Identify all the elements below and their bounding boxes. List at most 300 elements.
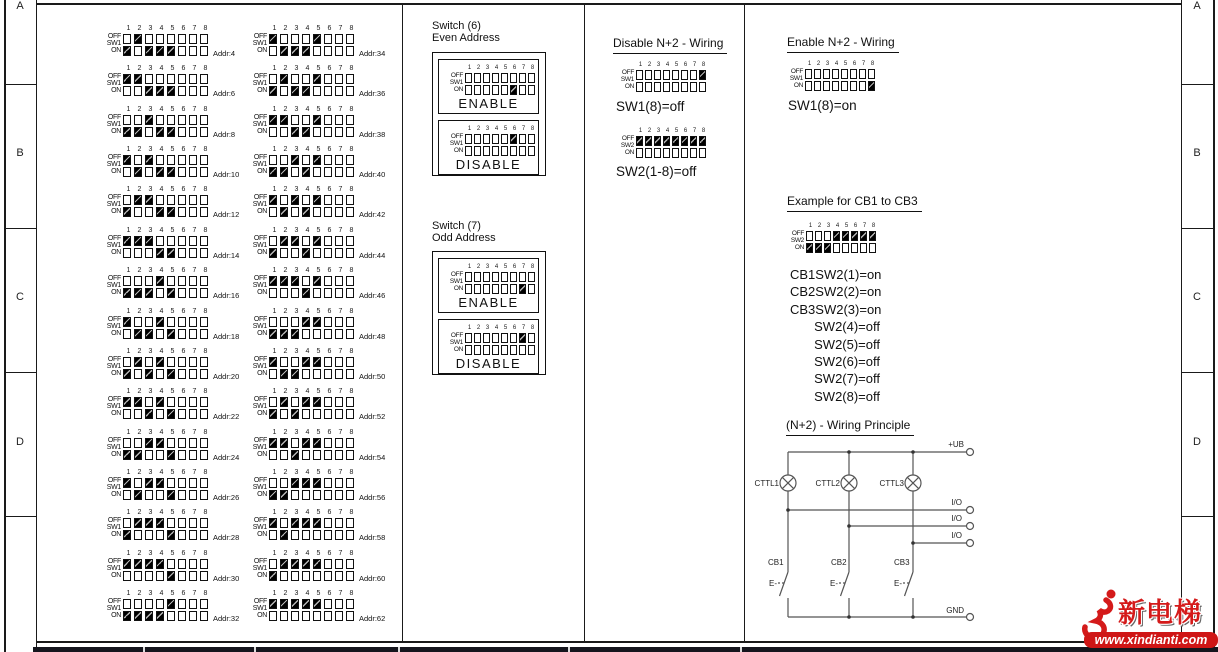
dip-cell-on	[291, 248, 299, 258]
dip-cell-off	[280, 559, 288, 569]
dip-switch	[269, 34, 277, 56]
dip-switch	[134, 115, 142, 137]
dip-number: 5	[170, 65, 175, 72]
dip-cell-off	[269, 357, 277, 367]
dip-switch	[178, 317, 186, 339]
dip-switch	[335, 236, 343, 258]
dip-number-row	[123, 308, 211, 316]
dip-sw-label: SW1	[106, 161, 121, 168]
dip-cell-on	[156, 450, 164, 460]
dip-number: 6	[327, 106, 332, 113]
dip-sw-label: SW1	[106, 484, 121, 491]
dip-switch	[156, 34, 164, 56]
dip-cell-off	[145, 599, 153, 609]
dip-addr-label: Addr:10	[213, 170, 240, 179]
dip-number-row	[123, 509, 211, 517]
dip-number-row	[269, 469, 357, 477]
dip-number: 6	[327, 509, 332, 516]
dip-cell-on	[492, 345, 499, 355]
dip-cell-off	[291, 559, 299, 569]
dip-cell-on	[324, 450, 332, 460]
dip-switch	[681, 136, 688, 158]
dip-addr-label: Addr:42	[359, 210, 386, 219]
dip-on-label: ON	[257, 491, 267, 498]
dip-number: 7	[192, 590, 197, 597]
dip-cell-off	[269, 478, 277, 488]
dip-cell-off	[291, 397, 299, 407]
dip-switch-columns	[269, 599, 354, 621]
dip-switch	[346, 438, 354, 460]
dip-number: 8	[203, 65, 208, 72]
dip-cell-on	[859, 81, 866, 91]
dip-switch	[346, 34, 354, 56]
dip-cell-on	[167, 450, 175, 460]
dip-cell-off	[280, 317, 288, 327]
dip-cell-off	[156, 357, 164, 367]
dip-cell-on	[269, 46, 277, 56]
dip-cell-off	[335, 276, 343, 286]
junction-dot	[847, 524, 851, 528]
dip-number: 3	[294, 25, 299, 32]
dip-number: 4	[305, 65, 310, 72]
dip-cell-off	[167, 518, 175, 528]
dip-cell-off	[156, 195, 164, 205]
dip-cell-on	[178, 571, 186, 581]
dip-cell-off	[519, 272, 526, 282]
dip-number: 7	[338, 550, 343, 557]
dip-cell-on	[269, 207, 277, 217]
dip-number: 7	[338, 469, 343, 476]
dip-cell-off	[483, 134, 490, 144]
dip-number: 8	[349, 469, 354, 476]
dip-cell-on	[335, 450, 343, 460]
dip-sw-label: SW1	[449, 140, 463, 147]
dip-number: 6	[327, 65, 332, 72]
dip-switch	[324, 155, 332, 177]
dip-cell-off	[167, 599, 175, 609]
dip-cell-off	[814, 69, 821, 79]
dip-switch	[167, 276, 175, 298]
principle-title: (N+2) - Wiring Principle	[786, 418, 914, 436]
dip-sw-label: SW1	[252, 605, 267, 612]
dip-cell-on	[324, 329, 332, 339]
dip-addr-label: Addr:40	[359, 170, 386, 179]
dip-cell-on	[823, 81, 830, 91]
dip-switch	[280, 276, 288, 298]
dip-switch	[134, 34, 142, 56]
dip-cell-off	[178, 559, 186, 569]
dip-switch	[145, 236, 153, 258]
dip-number: 8	[349, 146, 354, 153]
dip-number-row	[269, 267, 357, 275]
dip-number: 4	[305, 308, 310, 315]
dip-switch	[492, 272, 499, 294]
dip-cell-on	[313, 490, 321, 500]
dip-number: 1	[272, 106, 277, 113]
dip-off-label: OFF	[107, 154, 121, 161]
dip-number: 5	[170, 388, 175, 395]
dip-cell-on	[269, 571, 277, 581]
dip-off-label: OFF	[791, 230, 804, 237]
dip-cell-off	[145, 115, 153, 125]
dip-cell-on	[167, 409, 175, 419]
dip-cell-off	[123, 155, 131, 165]
dip-switch	[134, 74, 142, 96]
dip-number: 1	[126, 146, 131, 153]
dip-switch	[291, 195, 299, 217]
dip-cell-off	[519, 134, 526, 144]
dip-cell-off	[134, 317, 142, 327]
dip-switch-columns	[465, 73, 535, 95]
dip-sw-label: SW1	[106, 201, 121, 208]
dip-switch	[324, 195, 332, 217]
dip-number: 4	[305, 550, 310, 557]
dip-number: 4	[494, 65, 499, 71]
dip-on-label: ON	[257, 572, 267, 579]
dip-cell-on	[156, 207, 164, 217]
dip-addr-label: Addr:12	[213, 210, 240, 219]
dip-cell-off	[269, 276, 277, 286]
dip-cell-on	[324, 409, 332, 419]
dip-switch-columns	[123, 236, 208, 258]
dip-cell-on	[814, 81, 821, 91]
dip-number: 2	[137, 227, 142, 234]
dip-cell-on	[346, 248, 354, 258]
dip-addr-label: Addr:6	[213, 89, 236, 98]
dip-number: 7	[192, 106, 197, 113]
dip-off-label: OFF	[253, 396, 267, 403]
dip-switch	[519, 134, 526, 156]
dip-number: 7	[692, 128, 697, 134]
dip-cell-on	[291, 46, 299, 56]
zone-divider	[4, 372, 36, 373]
dip-cell-off	[510, 272, 517, 282]
frame-left-inner-line	[36, 0, 37, 652]
dip-cell-on	[519, 85, 526, 95]
dip-number: 6	[327, 388, 332, 395]
dip-sw-label: SW1	[106, 80, 121, 87]
dip-switch	[280, 74, 288, 96]
dip-number: 2	[647, 62, 652, 68]
dip-switch	[291, 155, 299, 177]
zone-label-b-right: B	[1193, 147, 1201, 159]
dip-number: 2	[283, 106, 288, 113]
dip-switch	[178, 397, 186, 419]
dip-cell-on	[335, 86, 343, 96]
section-divider	[584, 5, 585, 641]
dip-switch	[291, 236, 299, 258]
dip-cell-off	[313, 236, 321, 246]
dip-number: 5	[316, 429, 321, 436]
dip-number-row	[806, 223, 878, 230]
gnd-label: GND	[946, 606, 964, 615]
enable-n2-title: Enable N+2 - Wiring	[787, 35, 899, 53]
dip-switch	[123, 236, 131, 258]
disable-label: DISABLE	[455, 356, 522, 371]
dip-cell-off	[324, 74, 332, 84]
dip-off-label: OFF	[621, 69, 634, 76]
dip-number: 6	[327, 25, 332, 32]
dip-on-label: ON	[453, 147, 463, 154]
dip-switch	[123, 115, 131, 137]
dip-number: 3	[826, 223, 831, 229]
dip-number: 3	[148, 469, 153, 476]
dip-switch	[134, 599, 142, 621]
dip-cell-off	[519, 73, 526, 83]
dip-switch	[645, 136, 652, 158]
dip-switch	[302, 74, 310, 96]
dip-switch	[869, 231, 876, 253]
dip-switch	[346, 518, 354, 540]
dip-cell-off	[519, 333, 526, 343]
dip-number: 3	[294, 65, 299, 72]
dip-off-label: OFF	[107, 437, 121, 444]
dip-cell-on	[663, 82, 670, 92]
switch6-panel-title	[432, 20, 500, 44]
dip-number: 1	[467, 65, 472, 71]
dip-number-row	[465, 126, 537, 133]
dip-cell-off	[302, 357, 310, 367]
dip-cell-on	[156, 86, 164, 96]
dip-cell-on	[123, 571, 131, 581]
dip-switch	[269, 559, 277, 581]
dip-cell-on	[167, 207, 175, 217]
dip-number: 3	[148, 106, 153, 113]
dip-switch	[346, 276, 354, 298]
zone-divider	[4, 228, 36, 229]
example-line: CB3SW2(3)=on	[790, 301, 882, 317]
dip-cell-on	[528, 345, 535, 355]
dip-number: 7	[338, 146, 343, 153]
dip-switch	[167, 438, 175, 460]
dip-cell-off	[123, 317, 131, 327]
dip-number: 6	[181, 590, 186, 597]
dip-cell-on	[123, 46, 131, 56]
dip-switch	[156, 115, 164, 137]
dip-switch	[832, 69, 839, 91]
dip-cell-off	[346, 518, 354, 528]
dip-cell-on	[189, 530, 197, 540]
dip-number: 3	[148, 227, 153, 234]
zone-divider	[4, 84, 36, 85]
dip-on-label: ON	[257, 531, 267, 538]
dip-number: 3	[294, 388, 299, 395]
lamp-label-cttl1: CTTL1	[754, 479, 779, 488]
dip-number: 4	[305, 267, 310, 274]
dip-cell-on	[200, 288, 208, 298]
dip-cell-on	[145, 46, 153, 56]
dip-number: 4	[159, 267, 164, 274]
dip-number: 3	[294, 146, 299, 153]
dip-cell-off	[156, 155, 164, 165]
dip-cell-on	[302, 127, 310, 137]
dip-switch	[145, 195, 153, 217]
dip-cell-off	[346, 317, 354, 327]
dip-switch	[200, 195, 208, 217]
dip-cell-on	[189, 127, 197, 137]
dip-cell-on	[280, 288, 288, 298]
dip-cell-off	[280, 195, 288, 205]
dip-addr-label: Addr:30	[213, 574, 240, 583]
dip-number: 7	[861, 61, 866, 67]
dip-addr-label: Addr:24	[213, 453, 240, 462]
dip-number: 6	[683, 62, 688, 68]
dip-cell-off	[841, 69, 848, 79]
dip-on-label: ON	[257, 47, 267, 54]
dip-cell-on	[346, 490, 354, 500]
dip-switch	[302, 559, 310, 581]
dip-number: 1	[272, 348, 277, 355]
dip-cell-on	[302, 530, 310, 540]
dip-number: 2	[283, 388, 288, 395]
dip-cell-off	[189, 317, 197, 327]
dip-number: 7	[192, 348, 197, 355]
terminal-io-1	[967, 507, 974, 514]
dip-number-row	[269, 227, 357, 235]
dip-cell-off	[842, 231, 849, 241]
dip-addr-label: Addr:50	[359, 372, 386, 381]
dip-number: 7	[521, 325, 526, 331]
dip-cell-on	[189, 611, 197, 621]
dip-number: 1	[272, 186, 277, 193]
dip-on-label: ON	[111, 168, 121, 175]
dip-number: 1	[126, 429, 131, 436]
dip-cell-off	[291, 478, 299, 488]
dip-cell-on	[346, 611, 354, 621]
dip-switch	[291, 397, 299, 419]
dip-cell-off	[335, 478, 343, 488]
dip-number-row	[269, 388, 357, 396]
dip-switch	[654, 136, 661, 158]
dip-cell-on	[134, 611, 142, 621]
dip-cell-on	[313, 86, 321, 96]
dip-number: 8	[349, 106, 354, 113]
dip-cell-on	[324, 611, 332, 621]
dip-cell-off	[313, 478, 321, 488]
dip-switch	[335, 518, 343, 540]
dip-cell-on	[335, 490, 343, 500]
dip-number: 8	[349, 308, 354, 315]
dip-off-label: OFF	[450, 332, 463, 339]
dip-cell-on	[335, 127, 343, 137]
dip-addr-label: Addr:28	[213, 533, 240, 542]
dip-cell-on	[313, 409, 321, 419]
dip-cell-on	[645, 148, 652, 158]
dip-number: 1	[638, 128, 643, 134]
dip-on-label: ON	[111, 370, 121, 377]
dip-switch	[123, 518, 131, 540]
dip-cell-off	[302, 236, 310, 246]
example-line: CB1SW2(1)=on	[790, 267, 882, 282]
dip-number-row	[123, 590, 211, 598]
dip-cell-on	[178, 369, 186, 379]
dip-number-row	[269, 509, 357, 517]
dip-cell-on	[654, 82, 661, 92]
dip-cell-on	[346, 46, 354, 56]
dip-switch	[302, 518, 310, 540]
dip-switch	[134, 357, 142, 379]
dip-number: 3	[148, 65, 153, 72]
dip-cell-off	[302, 438, 310, 448]
dip-cell-off	[189, 115, 197, 125]
dip-cell-on	[346, 167, 354, 177]
dip-switch	[189, 518, 197, 540]
dip-cell-off	[492, 272, 499, 282]
dip-switch	[178, 236, 186, 258]
dip-number: 7	[521, 264, 526, 270]
dip-cell-on	[269, 127, 277, 137]
dip-cell-off	[313, 74, 321, 84]
switch7-panel-title	[432, 220, 496, 244]
dip-number: 2	[137, 106, 142, 113]
dip-cell-off	[690, 70, 697, 80]
dip-number-row	[269, 186, 357, 194]
dip-cell-on	[145, 248, 153, 258]
dip-switch	[474, 73, 481, 95]
watermark-logo-icon	[1080, 588, 1122, 636]
dip-switch	[465, 134, 472, 156]
dip-cell-on	[167, 490, 175, 500]
dip-cell-off	[167, 155, 175, 165]
dip-switch	[645, 70, 652, 92]
dip-cell-on	[291, 207, 299, 217]
dip-cell-on	[134, 288, 142, 298]
dip-switch	[519, 272, 526, 294]
dip-number: 4	[159, 227, 164, 234]
io-label-2: I/O	[951, 514, 962, 523]
dip-cell-off	[501, 333, 508, 343]
dip-off-label: OFF	[107, 73, 121, 80]
dip-cell-off	[291, 438, 299, 448]
dip-number: 8	[349, 590, 354, 597]
dip-number: 8	[203, 106, 208, 113]
dip-cell-off	[189, 438, 197, 448]
dip-switch	[167, 397, 175, 419]
dip-switch	[291, 115, 299, 137]
dip-cell-on	[123, 409, 131, 419]
dip-switch	[346, 559, 354, 581]
dip-number-row	[269, 146, 357, 154]
dip-switch	[156, 357, 164, 379]
dip-number: 4	[305, 509, 310, 516]
example-line-list	[790, 266, 880, 405]
dip-number: 6	[181, 469, 186, 476]
dip-switch	[313, 115, 321, 137]
dip-number: 8	[203, 227, 208, 234]
dip-switch	[335, 115, 343, 137]
dip-number: 3	[825, 61, 830, 67]
dip-switch	[156, 317, 164, 339]
dip-number: 5	[503, 126, 508, 132]
dip-off-label: OFF	[107, 517, 121, 524]
dip-cell-on	[335, 530, 343, 540]
dip-cell-off	[528, 333, 535, 343]
dip-number: 1	[807, 61, 812, 67]
dip-number: 6	[327, 469, 332, 476]
junction-dot	[911, 450, 915, 454]
dip-off-label: OFF	[107, 316, 121, 323]
enable-label: ENABLE	[458, 96, 519, 111]
dip-sw-label: SW1	[106, 565, 121, 572]
dip-switch	[492, 333, 499, 355]
dip-cell-on	[465, 345, 472, 355]
dip-cell-on	[280, 611, 288, 621]
dip-number: 8	[203, 429, 208, 436]
dip-switch	[167, 236, 175, 258]
dip-number: 1	[126, 308, 131, 315]
zone-divider	[1181, 228, 1213, 229]
dip-switch	[474, 272, 481, 294]
